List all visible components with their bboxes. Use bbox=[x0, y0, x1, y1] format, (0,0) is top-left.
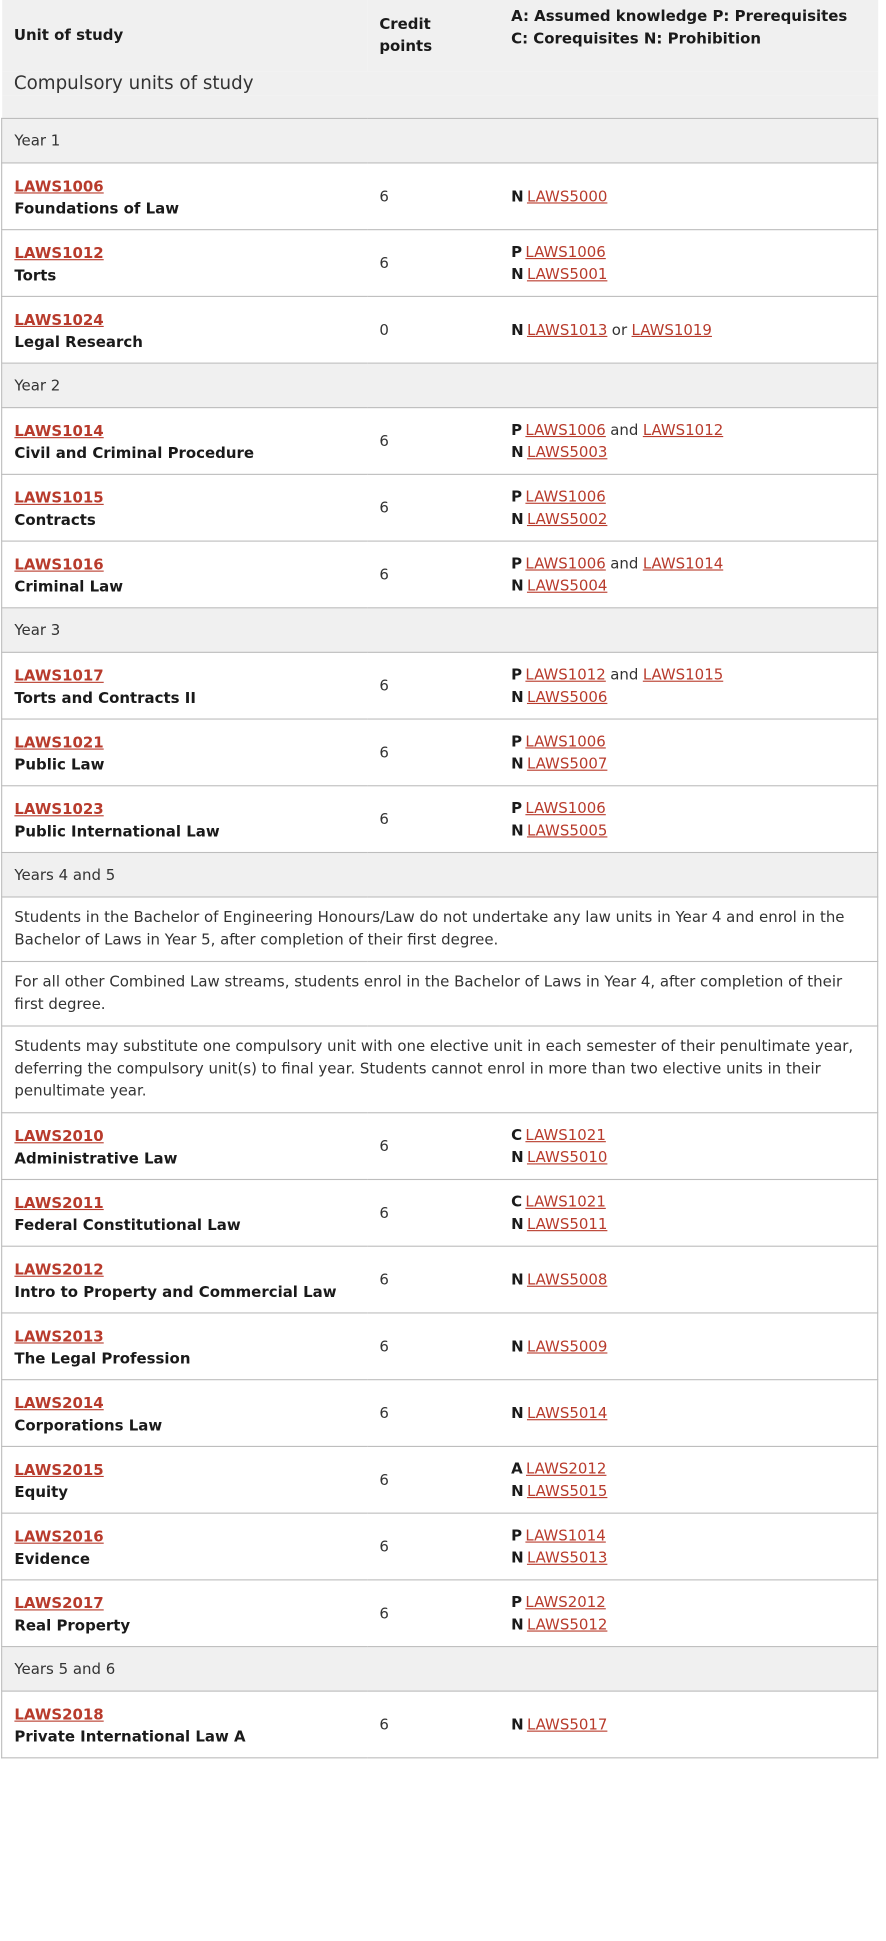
header-requirements-legend bbox=[499, 0, 878, 71]
requirements-cell bbox=[499, 1113, 878, 1180]
unit-name: Evidence bbox=[14, 1549, 90, 1568]
legend-line-2: C: Corequisites N: Prohibition bbox=[511, 30, 762, 48]
requirement-unit-link[interactable]: LAWS1006 bbox=[525, 554, 606, 573]
requirement-unit-link[interactable]: LAWS5006 bbox=[526, 687, 608, 706]
requirement-unit-link[interactable]: LAWS1012 bbox=[525, 665, 606, 684]
unit-code-link[interactable]: LAWS2010 bbox=[14, 1127, 104, 1146]
note-text: Students in the Bachelor of Engineering Honours/Law do not undertake any law units in Year 4 and enrol in the Bachelor of Laws in Year 5, after completion of their first degree. bbox=[2, 897, 878, 962]
requirement-unit-link[interactable]: LAWS5007 bbox=[526, 754, 608, 773]
table-row bbox=[2, 230, 878, 297]
requirement-type: N bbox=[511, 1715, 524, 1734]
requirement-type: N bbox=[511, 509, 524, 528]
requirement-type: N bbox=[511, 1404, 524, 1422]
requirements-cell bbox=[499, 296, 878, 363]
group-label: Years 4 and 5 bbox=[2, 853, 878, 897]
requirement-unit-link[interactable]: LAWS5017 bbox=[526, 1715, 608, 1734]
requirement-unit-link[interactable]: LAWS1015 bbox=[642, 665, 724, 684]
requirement-type: N bbox=[511, 1148, 524, 1167]
requirement-line bbox=[511, 1524, 865, 1546]
requirement-type: C bbox=[511, 1126, 523, 1144]
table-row bbox=[2, 719, 878, 786]
requirement-type: P bbox=[511, 665, 523, 684]
requirement-unit-link[interactable]: LAWS5009 bbox=[526, 1337, 608, 1356]
group-label: Year 2 bbox=[2, 363, 878, 407]
requirement-unit-link[interactable]: LAWS5002 bbox=[526, 509, 608, 528]
requirement-type: A bbox=[511, 1459, 523, 1478]
requirement-unit-link[interactable]: LAWS1006 bbox=[525, 243, 606, 261]
requirement-line bbox=[511, 263, 865, 285]
requirement-type: N bbox=[511, 687, 524, 706]
requirement-unit-link[interactable]: LAWS1021 bbox=[525, 1192, 606, 1211]
unit-cell bbox=[2, 1113, 367, 1180]
requirement-line bbox=[511, 1458, 865, 1480]
table-row bbox=[2, 541, 878, 608]
unit-cell bbox=[2, 1513, 367, 1580]
table-row bbox=[2, 786, 878, 853]
unit-cell bbox=[2, 652, 367, 719]
requirement-joiner: and bbox=[610, 665, 639, 684]
requirement-line bbox=[511, 686, 865, 708]
requirement-unit-link[interactable]: LAWS5008 bbox=[526, 1270, 608, 1289]
unit-name: Torts bbox=[14, 266, 57, 285]
table-header-row bbox=[2, 0, 878, 71]
group-row-year-1 bbox=[2, 118, 878, 162]
requirement-unit-link[interactable]: LAWS5004 bbox=[526, 576, 608, 595]
requirement-line bbox=[511, 1613, 865, 1635]
unit-name: Legal Research bbox=[14, 333, 143, 351]
table-row bbox=[2, 1113, 878, 1180]
table-row bbox=[2, 1246, 878, 1313]
requirement-type: N bbox=[511, 187, 524, 206]
requirement-type: N bbox=[511, 265, 524, 284]
credit-points: 6 bbox=[367, 1313, 499, 1380]
requirement-line bbox=[511, 552, 865, 574]
unit-code-link[interactable]: LAWS2013 bbox=[14, 1327, 104, 1346]
group-label: Year 3 bbox=[2, 608, 878, 652]
credit-points: 6 bbox=[367, 1179, 499, 1246]
credit-points: 6 bbox=[367, 230, 499, 297]
requirement-line bbox=[511, 819, 865, 841]
requirement-type: N bbox=[511, 320, 524, 339]
unit-code-link[interactable]: LAWS1017 bbox=[14, 666, 104, 685]
requirements-cell bbox=[499, 230, 878, 297]
section-title: Compulsory units of study bbox=[2, 71, 878, 95]
credit-points: 6 bbox=[367, 1513, 499, 1580]
requirements-cell bbox=[499, 1246, 878, 1313]
unit-name: Real Property bbox=[14, 1616, 131, 1635]
requirement-line bbox=[511, 1191, 865, 1213]
requirements-cell bbox=[499, 1580, 878, 1647]
credit-points: 6 bbox=[367, 1580, 499, 1647]
unit-name: Civil and Criminal Procedure bbox=[14, 444, 255, 463]
credit-points: 6 bbox=[367, 652, 499, 719]
requirement-joiner: or bbox=[611, 320, 628, 339]
unit-code-link[interactable]: LAWS2016 bbox=[14, 1527, 104, 1546]
unit-name: Criminal Law bbox=[14, 577, 124, 596]
requirements-cell bbox=[499, 541, 878, 608]
requirement-line bbox=[511, 319, 865, 341]
unit-name: Public Law bbox=[14, 755, 105, 774]
table-row bbox=[2, 1446, 878, 1513]
requirement-line bbox=[511, 441, 865, 463]
unit-name: The Legal Profession bbox=[14, 1349, 191, 1368]
credit-points: 6 bbox=[367, 1246, 499, 1313]
table-row bbox=[2, 1380, 878, 1447]
requirement-type: P bbox=[511, 554, 523, 573]
requirements-cell bbox=[499, 1691, 878, 1758]
requirement-line bbox=[511, 1547, 865, 1569]
requirement-type: P bbox=[511, 1526, 523, 1545]
table-row bbox=[2, 1179, 878, 1246]
table-row bbox=[2, 1691, 878, 1758]
unit-cell bbox=[2, 1580, 367, 1647]
requirement-line bbox=[511, 752, 865, 774]
unit-cell bbox=[2, 1313, 367, 1380]
group-row-year-3 bbox=[2, 608, 878, 652]
requirement-type: N bbox=[511, 576, 524, 595]
table-row bbox=[2, 408, 878, 475]
requirement-line bbox=[511, 1124, 865, 1146]
unit-code-link[interactable]: LAWS1024 bbox=[14, 310, 104, 329]
requirement-unit-link[interactable]: LAWS5001 bbox=[526, 265, 608, 284]
requirement-unit-link[interactable]: LAWS5005 bbox=[526, 821, 608, 840]
unit-code-link[interactable]: LAWS2012 bbox=[14, 1260, 104, 1279]
requirement-joiner: and bbox=[610, 554, 639, 573]
requirement-line bbox=[511, 663, 865, 685]
unit-code-link[interactable]: LAWS1016 bbox=[14, 555, 104, 574]
header-unit-of-study: Unit of study bbox=[2, 0, 367, 71]
requirement-unit-link[interactable]: LAWS2012 bbox=[526, 1459, 607, 1478]
credit-points: 6 bbox=[367, 786, 499, 853]
table-row bbox=[2, 296, 878, 363]
requirement-line bbox=[511, 241, 865, 263]
unit-name: Public International Law bbox=[14, 822, 220, 841]
unit-code-link[interactable]: LAWS2011 bbox=[14, 1193, 104, 1212]
unit-cell bbox=[2, 1380, 367, 1447]
credit-points: 6 bbox=[367, 1446, 499, 1513]
requirement-line bbox=[511, 1146, 865, 1168]
section-spacer-cell bbox=[2, 96, 878, 119]
requirement-unit-link[interactable]: LAWS1019 bbox=[631, 320, 712, 339]
unit-code-link[interactable]: LAWS1015 bbox=[14, 488, 104, 507]
requirement-type: P bbox=[511, 243, 523, 261]
section-spacer bbox=[2, 96, 878, 119]
requirements-cell bbox=[499, 163, 878, 230]
requirement-line bbox=[511, 1213, 865, 1235]
requirement-unit-link[interactable]: LAWS5014 bbox=[526, 1404, 608, 1422]
requirement-line bbox=[511, 797, 865, 819]
group-row-years-5-6 bbox=[2, 1647, 878, 1691]
unit-code-link[interactable]: LAWS1021 bbox=[14, 733, 104, 752]
requirement-line bbox=[511, 574, 865, 596]
unit-cell bbox=[2, 296, 367, 363]
requirements-cell bbox=[499, 408, 878, 475]
requirement-unit-link[interactable]: LAWS1006 bbox=[525, 420, 606, 439]
unit-code-link[interactable]: LAWS1006 bbox=[14, 177, 104, 196]
requirement-type: N bbox=[511, 1482, 524, 1500]
table-row bbox=[2, 1513, 878, 1580]
requirement-type: P bbox=[511, 732, 523, 751]
requirement-unit-link[interactable]: LAWS5000 bbox=[526, 187, 608, 206]
requirement-type: P bbox=[511, 799, 523, 817]
requirement-type: N bbox=[511, 1270, 524, 1289]
requirement-unit-link[interactable]: LAWS5010 bbox=[526, 1148, 608, 1167]
credit-points: 6 bbox=[367, 719, 499, 786]
requirement-type: P bbox=[511, 420, 523, 439]
requirement-line bbox=[511, 419, 865, 441]
requirement-line bbox=[511, 730, 865, 752]
requirement-unit-link[interactable]: LAWS5013 bbox=[526, 1548, 608, 1567]
table-row bbox=[2, 163, 878, 230]
requirement-type: N bbox=[511, 821, 524, 840]
unit-code-link[interactable]: LAWS1012 bbox=[14, 244, 104, 262]
requirement-line bbox=[511, 1268, 865, 1290]
unit-name: Torts and Contracts II bbox=[14, 689, 196, 707]
credit-points: 6 bbox=[367, 541, 499, 608]
legend-line-1: A: Assumed knowledge P: Prerequisites bbox=[511, 7, 848, 26]
unit-code-link[interactable]: LAWS1014 bbox=[14, 422, 104, 440]
requirements-cell bbox=[499, 1513, 878, 1580]
unit-cell bbox=[2, 786, 367, 853]
unit-cell bbox=[2, 1691, 367, 1758]
credit-points: 6 bbox=[367, 163, 499, 230]
table-row bbox=[2, 652, 878, 719]
credit-points: 6 bbox=[367, 1113, 499, 1180]
unit-name: Foundations of Law bbox=[14, 199, 180, 218]
requirement-type: N bbox=[511, 1615, 524, 1634]
requirement-unit-link[interactable]: LAWS5012 bbox=[526, 1615, 608, 1634]
unit-cell bbox=[2, 719, 367, 786]
credit-points: 6 bbox=[367, 1691, 499, 1758]
unit-code-link[interactable]: LAWS2017 bbox=[14, 1594, 104, 1613]
unit-code-link[interactable]: LAWS1023 bbox=[14, 800, 104, 819]
group-row-years-4-5 bbox=[2, 853, 878, 897]
requirement-unit-link[interactable]: LAWS1012 bbox=[642, 420, 724, 439]
unit-cell bbox=[2, 1446, 367, 1513]
requirement-line bbox=[511, 1591, 865, 1613]
requirement-type: P bbox=[511, 487, 523, 506]
table-row bbox=[2, 1313, 878, 1380]
requirements-cell bbox=[499, 786, 878, 853]
requirements-cell bbox=[499, 474, 878, 541]
requirement-unit-link[interactable]: LAWS1006 bbox=[525, 799, 606, 817]
unit-name: Private International Law A bbox=[14, 1727, 246, 1746]
requirement-type: N bbox=[511, 1548, 524, 1567]
requirement-unit-link[interactable]: LAWS5015 bbox=[526, 1482, 608, 1500]
note-text: For all other Combined Law streams, students enrol in the Bachelor of Laws in Year 4, after completion of their first degree. bbox=[2, 961, 878, 1026]
unit-cell bbox=[2, 474, 367, 541]
note-row bbox=[2, 1026, 878, 1113]
requirement-unit-link[interactable]: LAWS1021 bbox=[525, 1126, 606, 1144]
requirement-line bbox=[511, 1713, 865, 1735]
credit-points: 6 bbox=[367, 408, 499, 475]
section-row bbox=[2, 71, 878, 95]
credit-points: 0 bbox=[367, 296, 499, 363]
note-text: Students may substitute one compulsory unit with one elective unit in each semester of their penultimate year, deferring the compulsory unit(s) to final year. Students cannot enrol in more than two elective units in their penultimate year. bbox=[2, 1026, 878, 1113]
unit-cell bbox=[2, 230, 367, 297]
unit-name: Corporations Law bbox=[14, 1416, 163, 1435]
requirements-cell bbox=[499, 1380, 878, 1447]
requirement-unit-link[interactable]: LAWS1006 bbox=[525, 487, 606, 506]
table-row bbox=[2, 474, 878, 541]
group-label: Year 1 bbox=[2, 118, 878, 162]
requirement-unit-link[interactable]: LAWS5011 bbox=[526, 1215, 608, 1233]
group-label: Years 5 and 6 bbox=[2, 1647, 878, 1691]
requirement-line bbox=[511, 1335, 865, 1357]
unit-code-link[interactable]: LAWS2018 bbox=[14, 1705, 104, 1724]
unit-cell bbox=[2, 1179, 367, 1246]
units-of-study-table bbox=[1, 0, 878, 1758]
unit-name: Equity bbox=[14, 1483, 68, 1501]
requirement-unit-link[interactable]: LAWS5003 bbox=[526, 443, 608, 462]
requirement-type: N bbox=[511, 1215, 524, 1233]
requirements-cell bbox=[499, 1313, 878, 1380]
unit-name: Federal Constitutional Law bbox=[14, 1216, 241, 1234]
requirement-line bbox=[511, 508, 865, 530]
requirement-line bbox=[511, 1480, 865, 1502]
requirements-cell bbox=[499, 652, 878, 719]
requirement-type: N bbox=[511, 754, 524, 773]
requirement-unit-link[interactable]: LAWS2012 bbox=[525, 1593, 606, 1612]
unit-cell bbox=[2, 541, 367, 608]
unit-name: Contracts bbox=[14, 511, 96, 529]
requirement-type: C bbox=[511, 1192, 523, 1211]
requirement-unit-link[interactable]: LAWS1014 bbox=[642, 554, 724, 573]
note-row bbox=[2, 961, 878, 1026]
requirement-line bbox=[511, 185, 865, 207]
requirement-line bbox=[511, 1402, 865, 1424]
requirement-unit-link[interactable]: LAWS1006 bbox=[525, 732, 606, 751]
credit-points: 6 bbox=[367, 474, 499, 541]
requirement-unit-link[interactable]: LAWS1013 bbox=[526, 320, 608, 339]
table-row bbox=[2, 1580, 878, 1647]
note-row bbox=[2, 897, 878, 962]
unit-name: Administrative Law bbox=[14, 1149, 178, 1168]
requirements-cell bbox=[499, 1179, 878, 1246]
requirement-line bbox=[511, 485, 865, 507]
requirement-type: N bbox=[511, 443, 524, 462]
requirement-type: P bbox=[511, 1593, 523, 1612]
unit-cell bbox=[2, 163, 367, 230]
unit-cell bbox=[2, 1246, 367, 1313]
requirement-type: N bbox=[511, 1337, 524, 1356]
unit-code-link[interactable]: LAWS2014 bbox=[14, 1394, 104, 1412]
unit-name: Intro to Property and Commercial Law bbox=[14, 1282, 337, 1301]
unit-code-link[interactable]: LAWS2015 bbox=[14, 1460, 104, 1479]
requirement-joiner: and bbox=[610, 420, 639, 439]
requirements-cell bbox=[499, 1446, 878, 1513]
header-credit-points: Credit points bbox=[367, 0, 499, 71]
group-row-year-2 bbox=[2, 363, 878, 407]
requirement-unit-link[interactable]: LAWS1014 bbox=[525, 1526, 606, 1545]
requirements-cell bbox=[499, 719, 878, 786]
credit-points: 6 bbox=[367, 1380, 499, 1447]
unit-cell bbox=[2, 408, 367, 475]
